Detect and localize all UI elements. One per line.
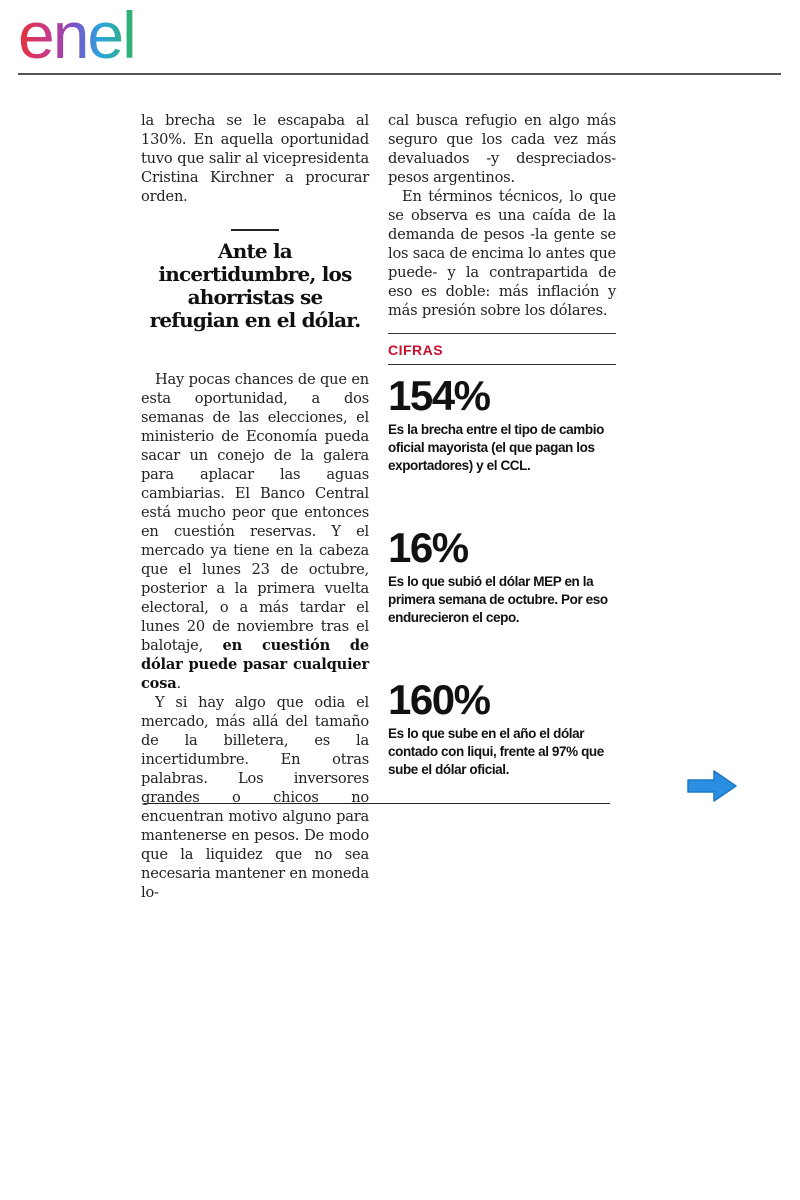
figure-value: 154% <box>388 372 490 419</box>
header-divider <box>18 73 781 75</box>
arrow-right-icon[interactable] <box>686 768 738 804</box>
paragraph: En términos técnicos, lo que se observa es una caída de la demanda de pesos -la gente se los saca de encima lo antes que puede- y la contrapartida de eso es doble: más inflación y más presión sobre los dólares. <box>388 188 616 319</box>
article-column-right <box>388 111 616 320</box>
paragraph: Hay pocas chances de que en esta oportunidad, a dos semanas de las elecciones, el ministerio de Economía pueda sacar un conejo de la galera para aplacar las aguas cambiarias. El Banco Central está mucho peor que entonces en cuestión reservas. Y el mercado ya tiene en la cabeza que el lunes 23 de octubre, posterior a la primera vuelta electoral, o a más tardar el lunes 20 de noviembre tras el balotaje, en cuestión de dólar puede pasar cualquier cosa. <box>141 371 369 692</box>
figure-description: Es lo que subió el dólar MEP en la primera semana de octubre. Por eso endurecieron el cepo. <box>388 574 608 625</box>
figure-value: 160% <box>388 676 490 723</box>
article-column-left <box>141 111 369 902</box>
figure-description: Es lo que sube en el año el dólar contado con liqui, frente al 97% que sube el dólar oficial. <box>388 726 604 777</box>
cifras-label: CIFRAS <box>388 342 444 358</box>
emphasis-text: en cuestión de dólar puede pasar cualquier cosa <box>141 637 369 692</box>
paragraph: la brecha se le escapaba al 130%. En aquella oportunidad tuvo que salir al vicepresidenta Cristina Kirchner a procurar orden. <box>141 112 369 205</box>
cifras-label-rule <box>388 364 616 365</box>
paragraph: cal busca refugio en algo más seguro que los cada vez más devaluados -y despreciados- pesos argentinos. <box>388 112 616 186</box>
paragraph: Y si hay algo que odia el mercado, más allá del tamaño de la billetera, es la incertidumbre. En otras palabras. Los inversores grandes o chicos no encuentran motivo alguno para mantenerse en pesos. De modo que la liquidez que no sea necesaria mantener en moneda lo- <box>141 694 369 901</box>
cifras-box <box>388 333 616 779</box>
logo-text: enel <box>18 0 135 72</box>
subheading: Ante la incertidumbre, los ahorristas se refugian en el dólar. <box>149 239 361 332</box>
footer-divider <box>144 803 610 804</box>
enel-logo <box>18 0 180 72</box>
subhead-divider <box>231 229 279 231</box>
figure-description: Es la brecha entre el tipo de cambio oficial mayorista (el que pagan los exportadores) y el CCL. <box>388 422 604 473</box>
figure-value: 16% <box>388 524 468 571</box>
